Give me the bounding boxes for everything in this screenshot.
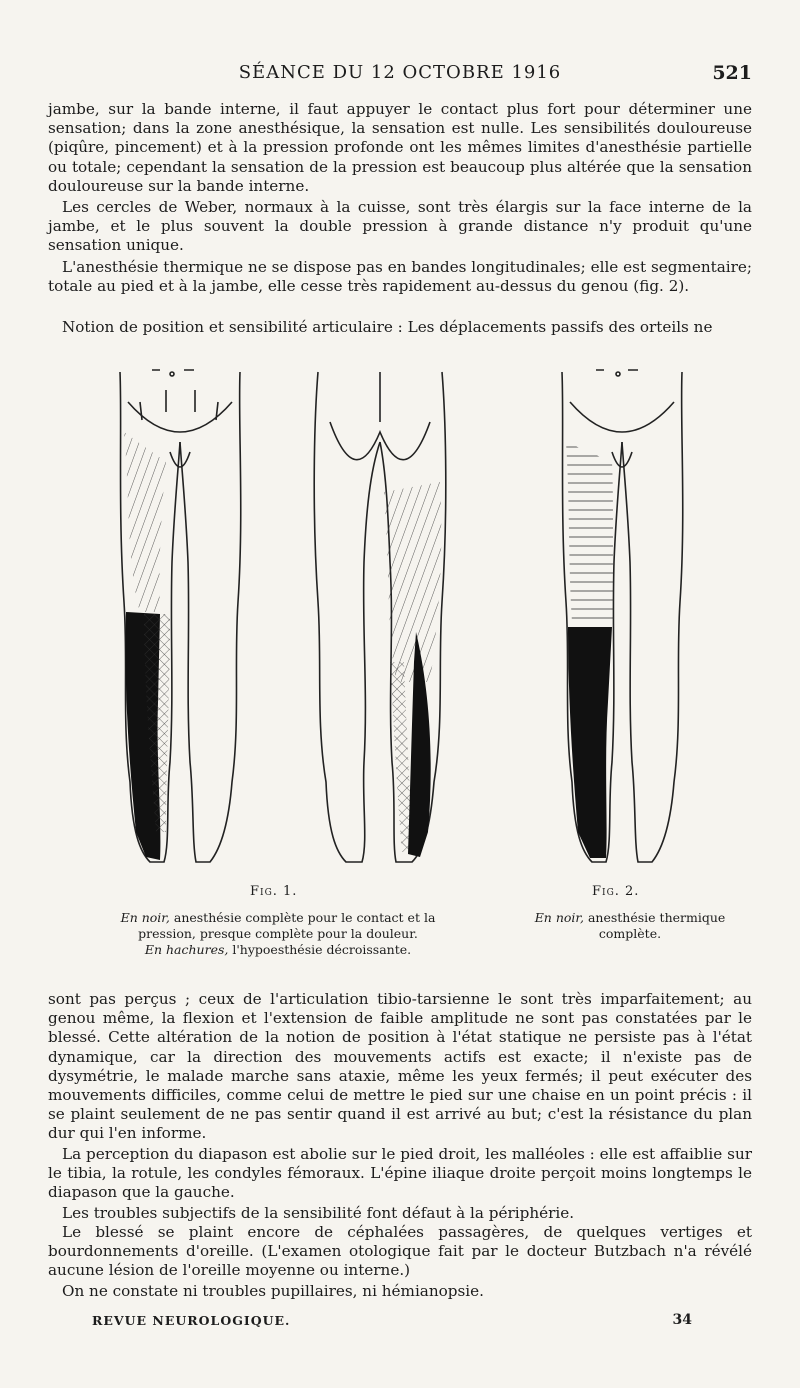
figures-block (100, 362, 700, 899)
running-title: SÉANCE DU 12 OCTOBRE 1916 (238, 62, 562, 83)
journal-name: REVUE NEUROLOGIQUE. (92, 1313, 291, 1328)
paragraph-pupillaires: On ne constate ni troubles pupillaires, ni hémianopsie. (62, 1282, 484, 1300)
paragraph-articulation: sont pas perçus ; ceux de l'articulation tibio-tarsienne le sont très imparfaitement; au genou même, la flexion et l'extension de faible amplitude ne sont pas constatées par le blessé. Cette altération de la notion de position à l'état statique ne persiste pas à l'état dynamique, car la direction des mouvements actifs est exacte; il n'existe pas de dysymétrie, le malade marche sans ataxie, même les yeux fermés; il peut exécuter des mouvements difficiles, comme celui de mettre le pied sur une chaise en un point précis : il se plaint seulement de ne pas sentir quand il est arrivé au but; c'est la résistance du plan dur qui l'en informe. (48, 990, 752, 1143)
figure-1-label: Fig. 1. (250, 884, 298, 899)
caption-2-line-1: anesthésie thermique (584, 910, 726, 925)
figure-1-back-hatched (384, 482, 441, 682)
paragraph-position: Notion de position et sensibilité articulaire : Les déplacements passifs des orteils ne (62, 318, 713, 336)
paragraph-diapason: La perception du diapason est abolie sur le pied droit, les malléoles : elle est affaiblie sur le tibia, la rotule, les condyles fémoraux. L'épine iliaque droite perçoit moins longtemps le diapason que la gauche. (48, 1145, 752, 1202)
paragraph-weber: Les cercles de Weber, normaux à la cuisse, sont très élargis sur la face interne de la jambe, et le plus souvent la double pression à grande distance n'y produit qu'une sensation unique. (48, 198, 752, 255)
sheet-number: 34 (672, 1312, 692, 1328)
caption-1-emphasis-1: En noir, (120, 910, 170, 925)
leg-illustrations (100, 362, 700, 882)
paragraph-troubles: Les troubles subjectifs de la sensibilité font défaut à la périphérie. (62, 1204, 575, 1222)
running-header (48, 62, 752, 90)
paragraph-cephalees: Le blessé se plaint encore de céphalées passagères, de quelques vertiges et bourdonnements d'oreille. (L'examen otologique fait par le docteur Butzbach n'a révélé aucune lésion de l'oreille moyenne ou interne.) (48, 1223, 752, 1280)
caption-1-line-3: l'hypoesthésie décroissante. (228, 942, 412, 957)
figure-2-label: Fig. 2. (592, 884, 640, 899)
caption-2-emphasis: En noir, (534, 910, 584, 925)
figure-2-caption (510, 910, 750, 942)
page-number: 521 (712, 62, 752, 84)
caption-1-emphasis-2: En hachures, (144, 942, 229, 957)
caption-1-line-2: pression, presque complète pour la douleur. (138, 926, 418, 941)
figure-2-striped-thigh (566, 442, 614, 622)
paragraph-thermique: L'anesthésie thermique ne se dispose pas en bandes longitudinales; elle est segmentaire; totale au pied et à la jambe, elle cesse très rapidement au-dessus du genou (fig. 2). (48, 258, 752, 296)
paragraph-sensation: jambe, sur la bande interne, il faut appuyer le contact plus fort pour déterminer une sensation; dans la zone anesthésique, la sensation est nulle. Les sensibilités douloureuse (piqûre, pincement) et à la pression profonde ont les mêmes limites d'anesthésie partielle ou totale; cependant la sensation de la pression est beaucoup plus altérée que la sensation douloureuse sur la bande interne. (48, 100, 752, 195)
figure-2-black-leg (568, 627, 612, 858)
figure-1-caption (108, 910, 448, 958)
figure-1-hatched-thigh (124, 432, 166, 612)
caption-1-line-1: anesthésie complète pour le contact et la (169, 910, 436, 925)
caption-2-line-2: complète. (598, 926, 662, 941)
